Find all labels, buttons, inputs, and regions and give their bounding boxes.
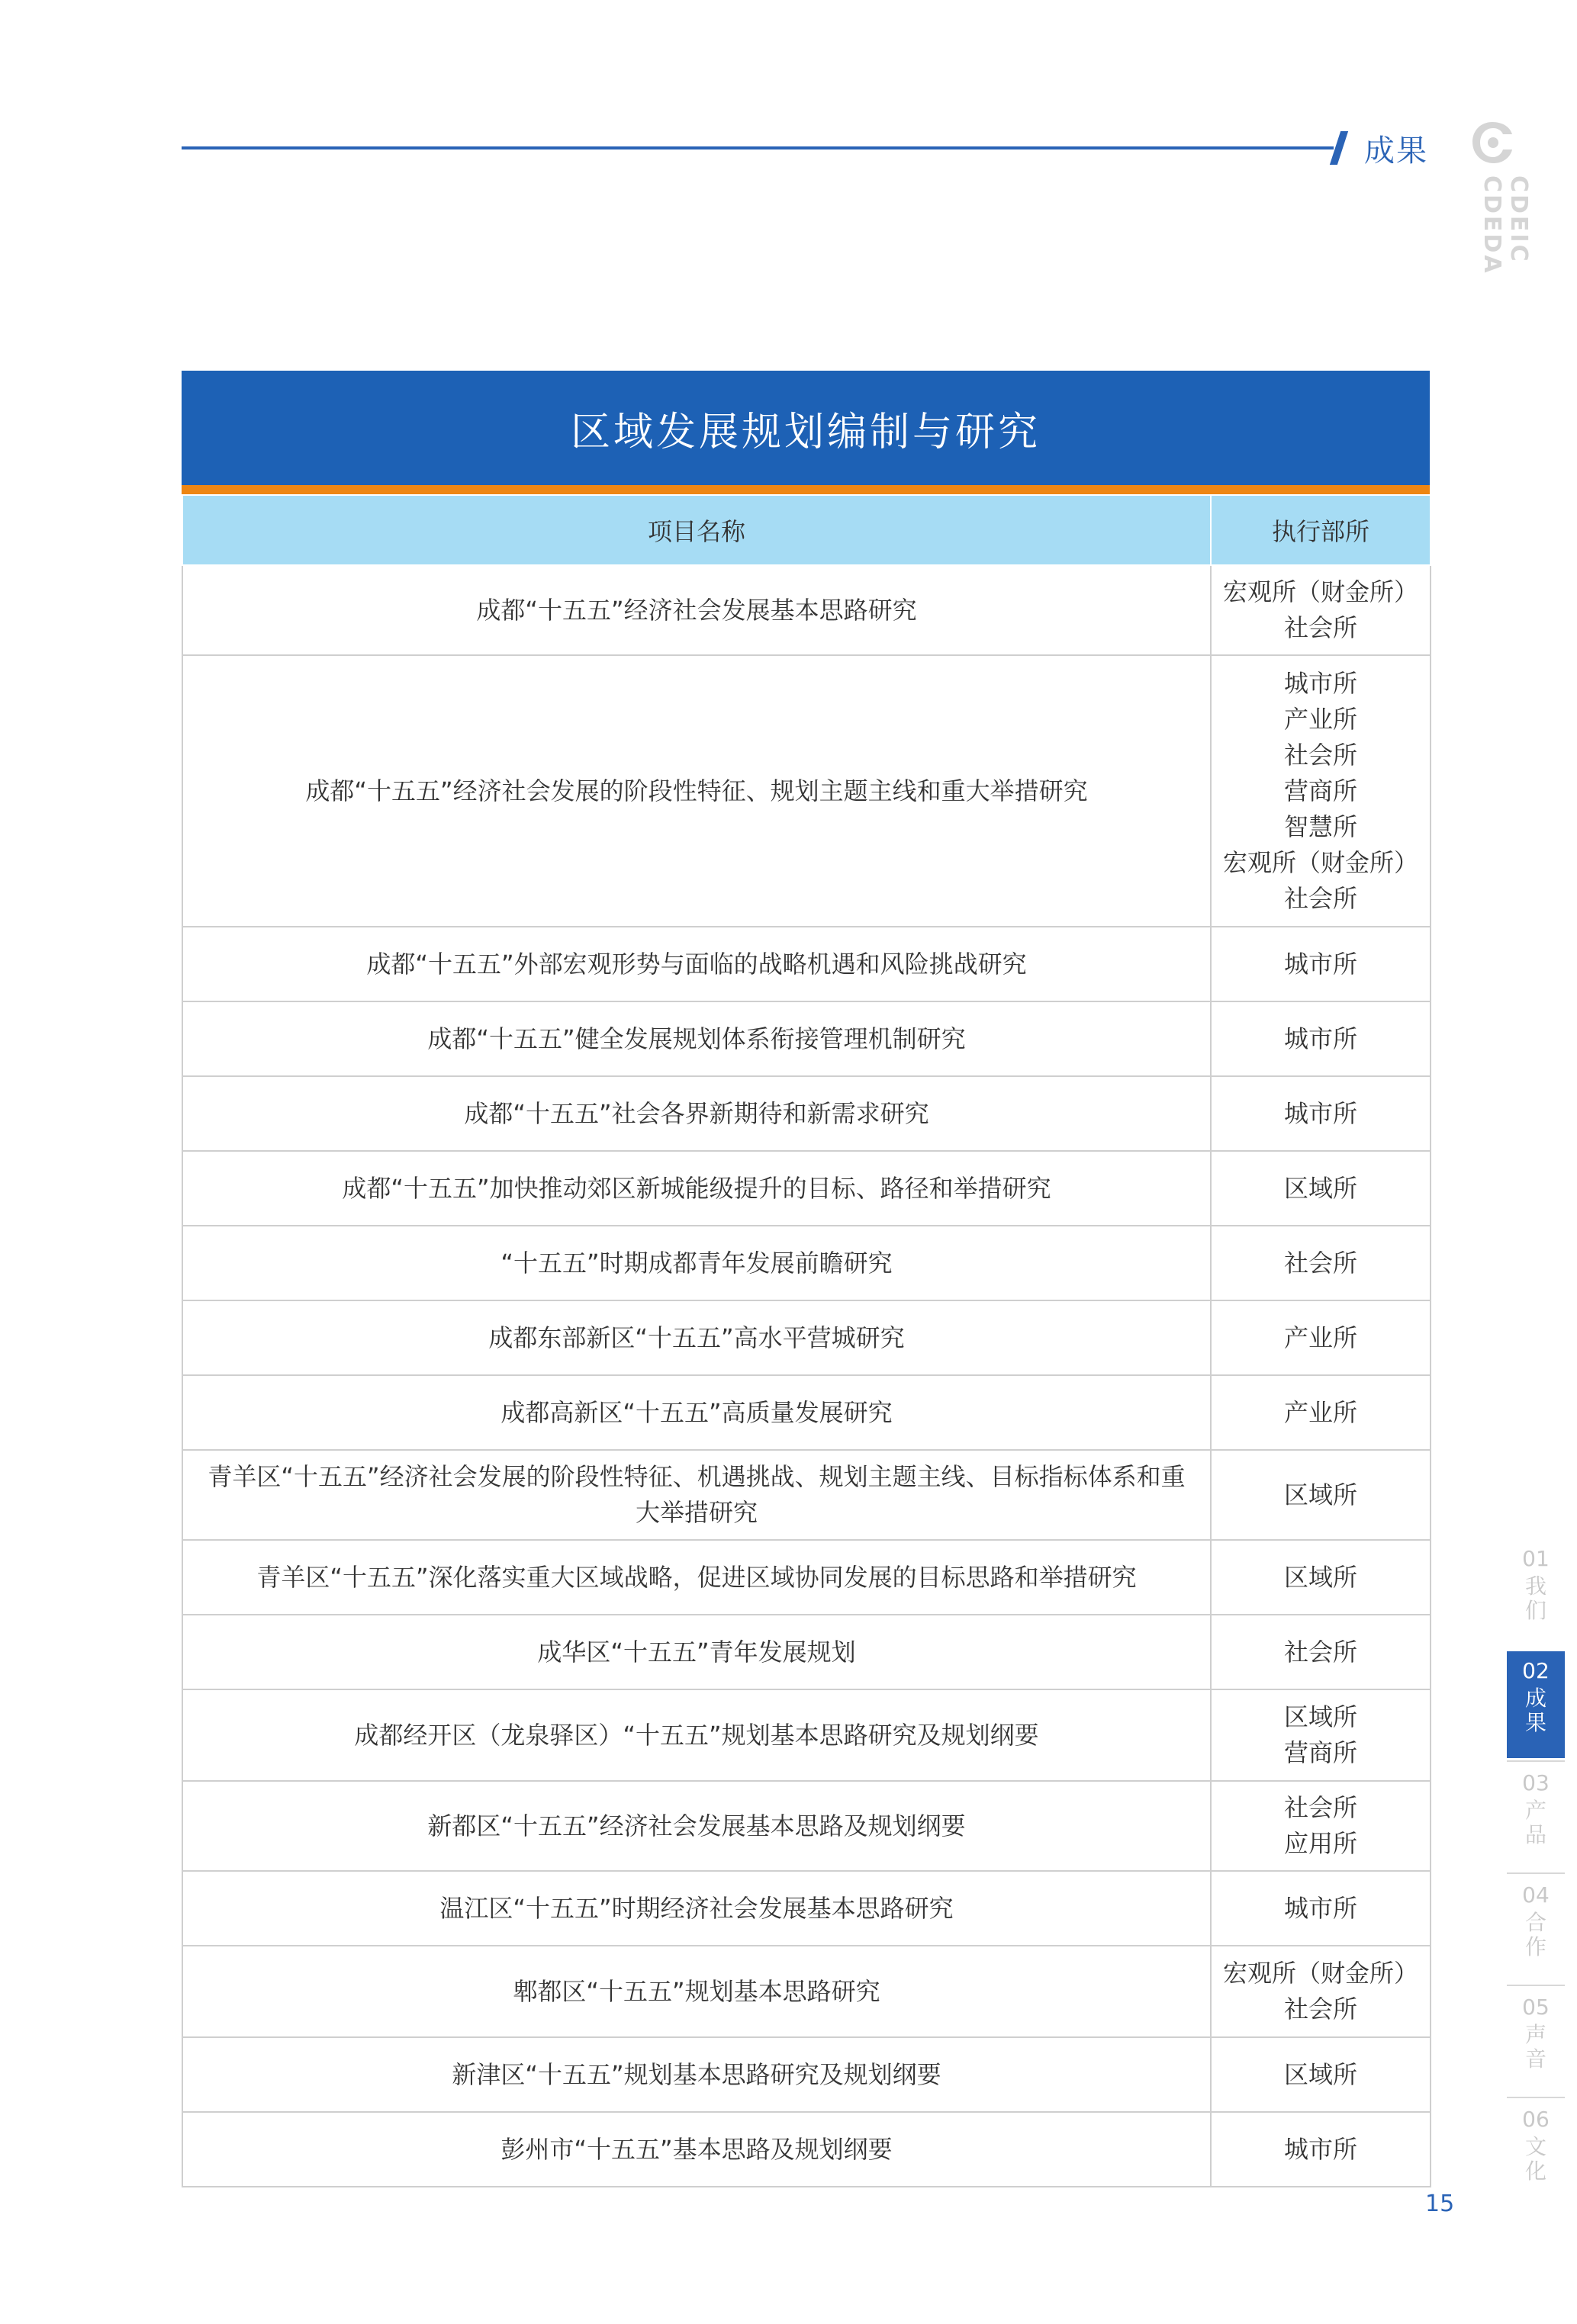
nav-item-04[interactable] (1507, 1876, 1565, 1982)
department-cell (1211, 927, 1431, 1001)
table-row (182, 2037, 1431, 2112)
nav-item-label: 成果 (1524, 1686, 1546, 1735)
department-name: 社会所 (1283, 740, 1357, 770)
department-cell (1211, 1375, 1431, 1450)
department-name: 社会所 (1283, 883, 1357, 913)
project-name-cell: 成都经开区（龙泉驿区）“十五五”规划基本思路研究及规划纲要 (182, 1689, 1211, 1781)
nav-item-number: 05 (1522, 1995, 1550, 2020)
department-cell (1211, 1450, 1431, 1540)
table-row (182, 1615, 1431, 1689)
table-row (182, 1375, 1431, 1450)
department-cell (1211, 1615, 1431, 1689)
brand-text: CDEIC CDEDA (1479, 175, 1532, 275)
department-name: 区域所 (1283, 1562, 1357, 1592)
department-name: 社会所 (1283, 613, 1357, 642)
table-row (182, 1151, 1431, 1226)
brand-logo-icon (1469, 119, 1514, 166)
nav-item-label: 产品 (1524, 1798, 1546, 1847)
department-cell (1211, 1300, 1431, 1375)
projects-table (182, 494, 1431, 2187)
project-name-cell: 成都“十五五”加快推动郊区新城能级提升的目标、路径和举措研究 (182, 1151, 1211, 1226)
nav-item-number: 03 (1522, 1770, 1550, 1795)
table-row (182, 1076, 1431, 1151)
department-name: 城市所 (1283, 1098, 1357, 1128)
department-cell (1211, 2037, 1431, 2112)
page-number: 15 (1425, 2191, 1455, 2217)
project-name-cell: 温江区“十五五”时期经济社会发展基本思路研究 (182, 1871, 1211, 1946)
department-cell (1211, 1226, 1431, 1300)
nav-item-02[interactable] (1507, 1651, 1565, 1758)
project-name-cell: 成都“十五五”外部宏观形势与面临的战略机遇和风险挑战研究 (182, 927, 1211, 1001)
department-name: 营商所 (1283, 1738, 1357, 1767)
table-row (182, 1871, 1431, 1946)
table-row (182, 1226, 1431, 1300)
nav-item-01[interactable] (1507, 1539, 1565, 1646)
nav-item-06[interactable] (1507, 2100, 1565, 2207)
project-name-cell: 成都“十五五”经济社会发展基本思路研究 (182, 565, 1211, 655)
department-name: 社会所 (1283, 1793, 1357, 1822)
table-row (182, 565, 1431, 655)
department-cell (1211, 1946, 1431, 2037)
nav-item-05[interactable] (1507, 1988, 1565, 2094)
department-name: 产业所 (1283, 1323, 1357, 1352)
department-cell (1211, 1151, 1431, 1226)
brand-mark (1469, 119, 1532, 333)
department-cell (1211, 655, 1431, 927)
nav-item-label: 文化 (1524, 2134, 1546, 2184)
project-name-cell: 成都东部新区“十五五”高水平营城研究 (182, 1300, 1211, 1375)
column-header-department: 执行部所 (1211, 495, 1431, 565)
table-row (182, 1300, 1431, 1375)
department-name: 宏观所（财金所） (1222, 577, 1418, 606)
section-title: 成果 (1364, 133, 1428, 169)
department-name: 营商所 (1283, 776, 1357, 805)
department-name: 产业所 (1283, 704, 1357, 734)
department-name: 城市所 (1283, 668, 1357, 698)
department-name: 区域所 (1283, 1480, 1357, 1509)
department-name: 城市所 (1283, 1024, 1357, 1053)
nav-item-label: 我们 (1524, 1573, 1546, 1623)
table-row (182, 1781, 1431, 1871)
department-cell (1211, 565, 1431, 655)
project-name-cell: 彭州市“十五五”基本思路及规划纲要 (182, 2112, 1211, 2187)
department-cell (1211, 1001, 1431, 1076)
table-header-row (182, 495, 1431, 565)
department-name: 城市所 (1283, 1893, 1357, 1923)
nav-divider (1507, 1872, 1565, 1874)
department-name: 宏观所（财金所） (1222, 847, 1418, 877)
nav-item-number: 04 (1522, 1882, 1550, 1908)
nav-item-label: 合作 (1524, 1910, 1546, 1959)
project-name-cell: 成华区“十五五”青年发展规划 (182, 1615, 1211, 1689)
department-cell (1211, 1781, 1431, 1871)
department-name: 智慧所 (1283, 812, 1357, 841)
project-name-cell: 成都“十五五”社会各界新期待和新需求研究 (182, 1076, 1211, 1151)
table-row (182, 1001, 1431, 1076)
header-rule (182, 146, 1334, 149)
table-accent-bar (182, 485, 1430, 494)
department-name: 区域所 (1283, 2059, 1357, 2089)
table-body (182, 565, 1431, 2187)
nav-item-03[interactable] (1507, 1763, 1565, 1870)
nav-item-number: 01 (1522, 1546, 1550, 1571)
department-name: 社会所 (1283, 1995, 1357, 2023)
department-name: 城市所 (1283, 949, 1357, 979)
project-name-cell: “十五五”时期成都青年发展前瞻研究 (182, 1226, 1211, 1300)
project-name-cell: 郫都区“十五五”规划基本思路研究 (182, 1946, 1211, 2037)
project-name-cell: 新津区“十五五”规划基本思路研究及规划纲要 (182, 2037, 1211, 2112)
department-name: 社会所 (1283, 1248, 1357, 1278)
nav-item-label: 声音 (1524, 2022, 1546, 2072)
department-cell (1211, 2112, 1431, 2187)
department-name: 宏观所（财金所） (1222, 1959, 1418, 1988)
nav-item-number: 06 (1522, 2107, 1550, 2132)
table-row (182, 1689, 1431, 1781)
department-name: 城市所 (1283, 2134, 1357, 2164)
department-name: 区域所 (1283, 1173, 1357, 1203)
projects-table-panel (182, 371, 1430, 2187)
nav-divider (1507, 1760, 1565, 1762)
column-header-project: 项目名称 (182, 495, 1211, 565)
department-name: 应用所 (1283, 1829, 1357, 1858)
table-row (182, 2112, 1431, 2187)
nav-divider (1507, 2097, 1565, 2098)
department-name: 产业所 (1283, 1397, 1357, 1427)
project-name-cell: 青羊区“十五五”经济社会发展的阶段性特征、机遇挑战、规划主题主线、目标指标体系和重大举措研究 (182, 1450, 1211, 1540)
department-cell (1211, 1689, 1431, 1781)
table-row (182, 655, 1431, 927)
department-cell (1211, 1076, 1431, 1151)
table-title: 区域发展规划编制与研究 (182, 371, 1430, 485)
department-name: 社会所 (1283, 1637, 1357, 1667)
table-row (182, 1540, 1431, 1615)
project-name-cell: 成都高新区“十五五”高质量发展研究 (182, 1375, 1211, 1450)
project-name-cell: 成都“十五五”健全发展规划体系衔接管理机制研究 (182, 1001, 1211, 1076)
project-name-cell: 青羊区“十五五”深化落实重大区域战略，促进区域协同发展的目标思路和举措研究 (182, 1540, 1211, 1615)
project-name-cell: 新都区“十五五”经济社会发展基本思路及规划纲要 (182, 1781, 1211, 1871)
nav-divider (1507, 1985, 1565, 1986)
table-row (182, 1946, 1431, 2037)
table-row (182, 1450, 1431, 1540)
project-name-cell: 成都“十五五”经济社会发展的阶段性特征、规划主题主线和重大举措研究 (182, 655, 1211, 927)
nav-item-number: 02 (1522, 1658, 1550, 1683)
department-name: 区域所 (1283, 1702, 1357, 1731)
department-cell (1211, 1871, 1431, 1946)
table-row (182, 927, 1431, 1001)
department-cell (1211, 1540, 1431, 1615)
